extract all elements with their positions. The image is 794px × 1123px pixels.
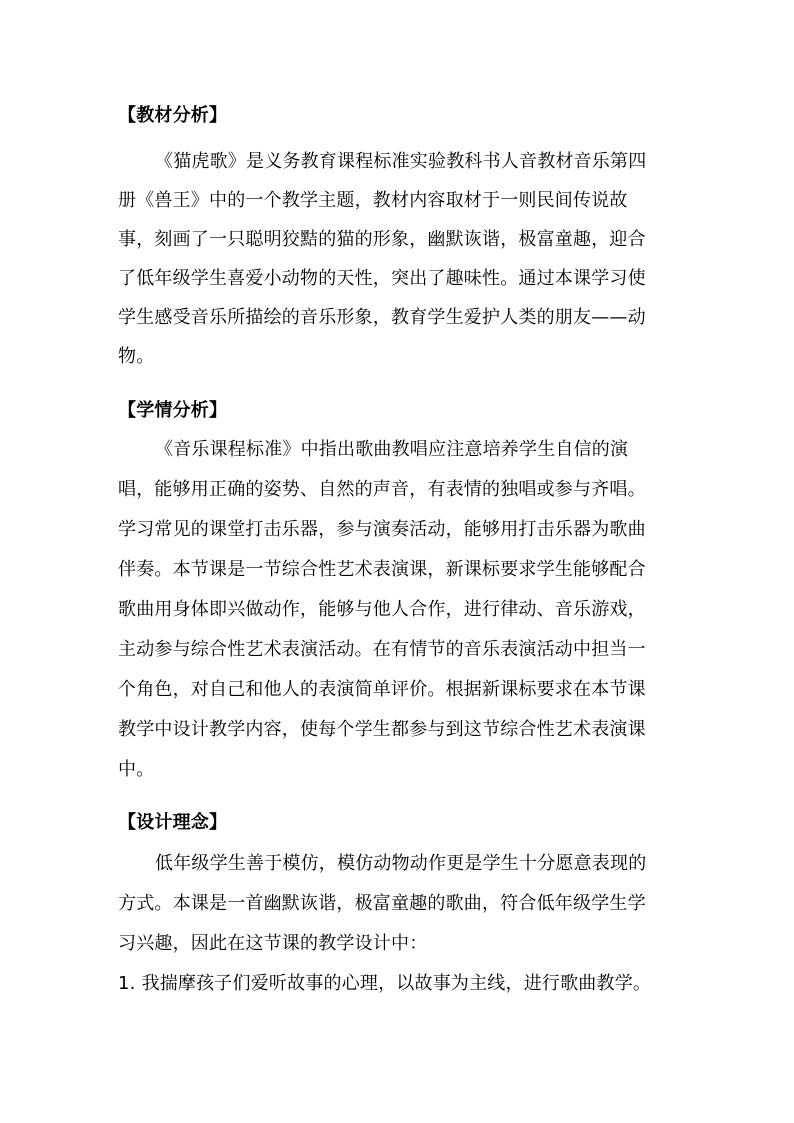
paragraph-line: 册《兽王》中的一个教学主题，教材内容取材于一则民间传说故 [118, 190, 628, 211]
paragraph-line: 物。 [118, 346, 155, 367]
paragraph-line: 学生感受音乐所描绘的音乐形象，教育学生爱护人类的朋友——动 [118, 307, 646, 328]
paragraph-line: 方式。本课是一首幽默诙谐，极富童趣的歌曲，符合低年级学生学 [118, 893, 646, 914]
section-heading-textbook-analysis: 【教材分析】 [118, 105, 228, 126]
paragraph-line: 伴奏。本节课是一节综合性艺术表演课，新课标要求学生能够配合 [118, 559, 646, 580]
paragraph-line: 事，刻画了一只聪明狡黠的猫的形象，幽默诙谐，极富童趣，迎合 [118, 229, 646, 250]
paragraph-line: 歌曲用身体即兴做动作，能够与他人合作，进行律动、音乐游戏， [118, 599, 646, 620]
section-heading-student-analysis: 【学情分析】 [118, 400, 228, 421]
paragraph-line: 了低年级学生喜爱小动物的天性，突出了趣味性。通过本课学习使 [118, 268, 646, 289]
paragraph-line: 《音乐课程标准》中指出歌曲教唱应注意培养学生自信的演 [155, 439, 629, 460]
paragraph-line: 《猫虎歌》是义务教育课程标准实验教科书人音教材音乐第四 [155, 151, 647, 172]
paragraph-line: 学习常见的课堂打击乐器，参与演奏活动，能够用打击乐器为歌曲 [118, 519, 646, 540]
paragraph-line: 习兴趣，因此在这节课的教学设计中： [118, 933, 428, 954]
paragraph-line: 唱，能够用正确的姿势、自然的声音，有表情的独唱或参与齐唱。 [118, 479, 646, 500]
paragraph-line: 低年级学生善于模仿，模仿动物动作更是学生十分愿意表现的 [155, 853, 647, 874]
list-item: 1. 我揣摩孩子们爱听故事的心理，以故事为主线，进行歌曲教学。 [118, 973, 652, 994]
paragraph-line: 教学中设计教学内容，使每个学生都参与到这节综合性艺术表演课 [118, 719, 646, 740]
paragraph-line: 主动参与综合性艺术表演活动。在有情节的音乐表演活动中担当一 [118, 639, 646, 660]
paragraph-line: 个角色，对自己和他人的表演简单评价。根据新课标要求在本节课 [118, 679, 646, 700]
paragraph-line: 中。 [118, 759, 155, 780]
section-heading-design-concept: 【设计理念】 [118, 812, 228, 833]
